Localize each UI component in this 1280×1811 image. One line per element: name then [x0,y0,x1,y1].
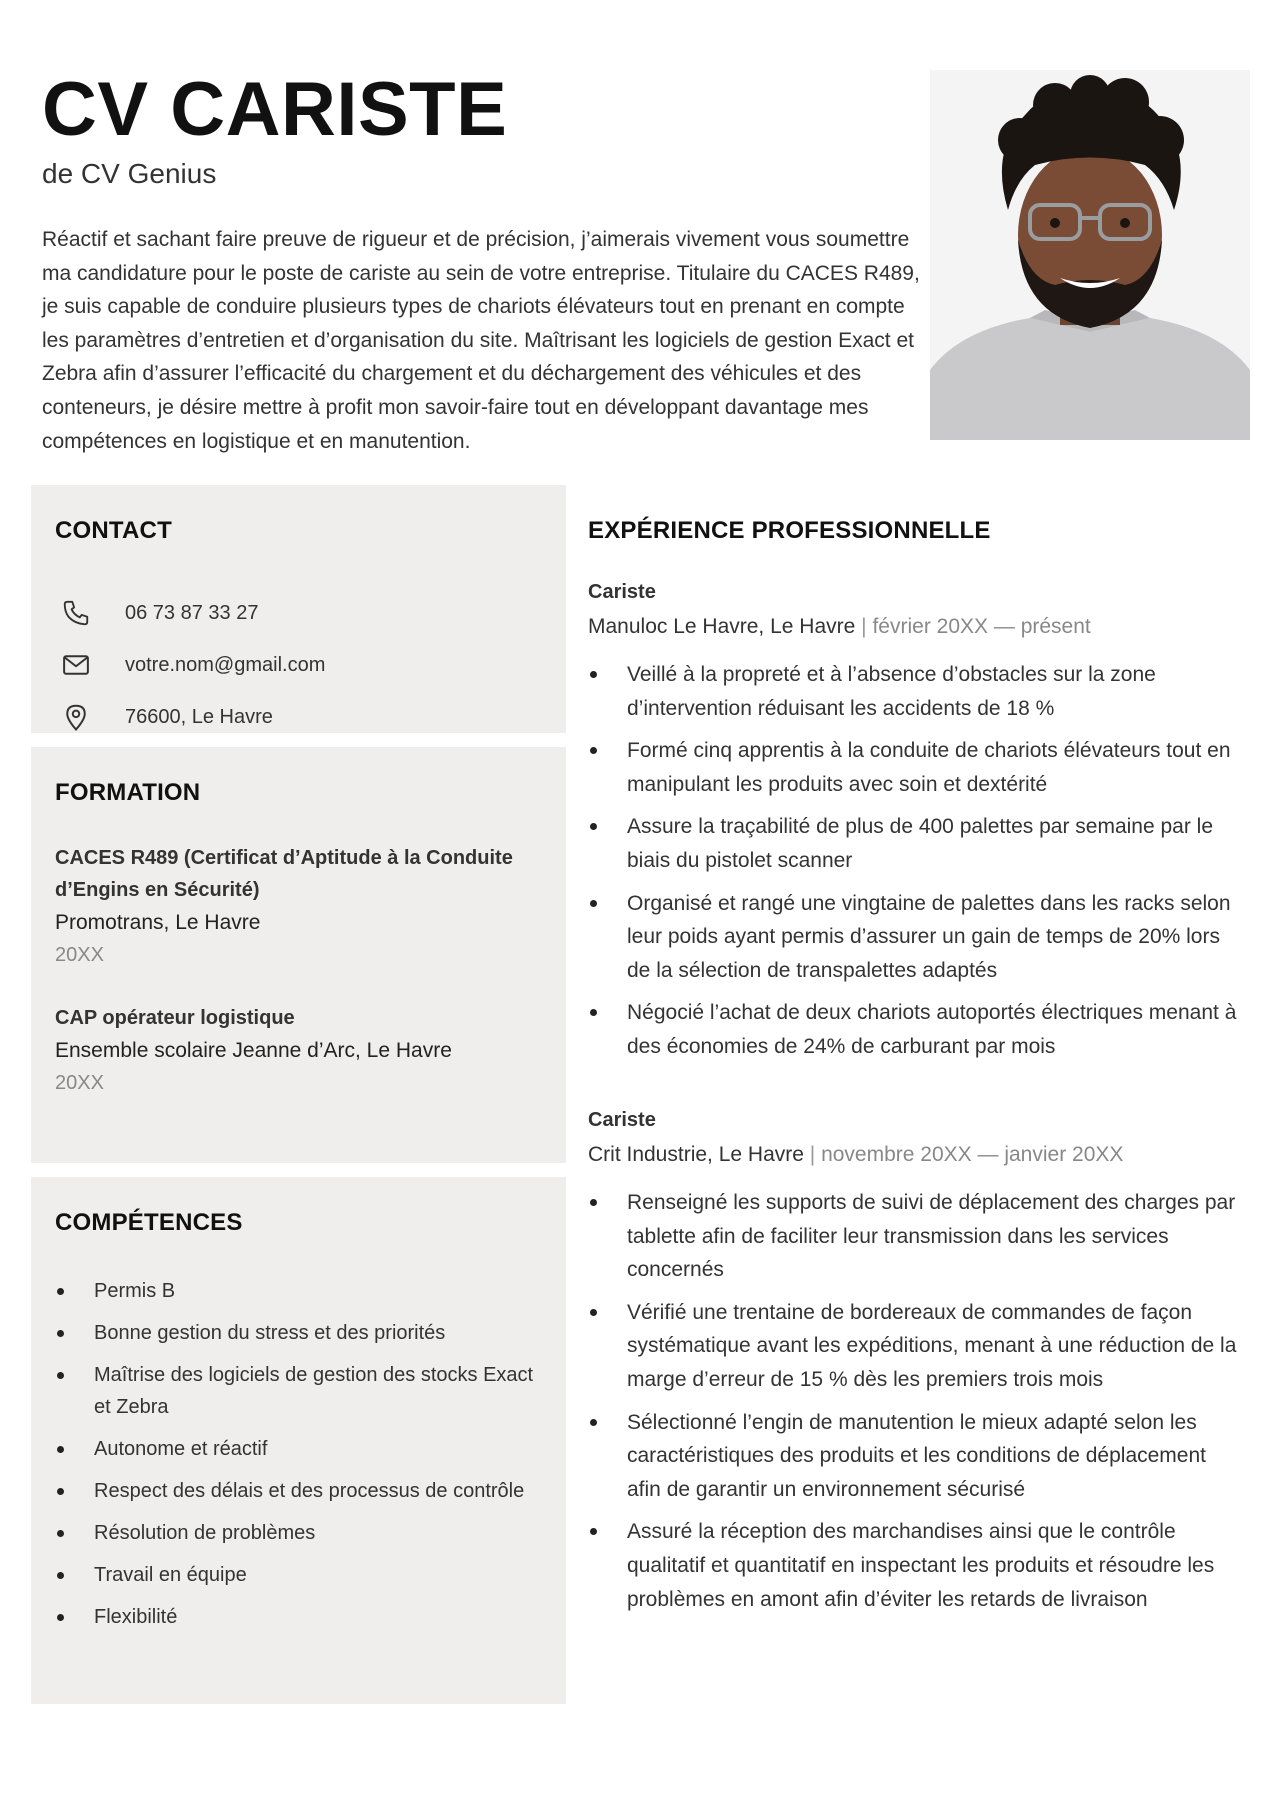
formation-item [55,1002,545,1099]
job-dates: novembre 20XX — janvier 20XX [821,1143,1124,1166]
skill-item: Travail en équipe [55,1559,545,1591]
job-bullet: Formé cinq apprentis à la conduite de chariots élévateurs tout en manipulant les produits avec soin et dextérité [588,734,1238,801]
profile-summary: Réactif et sachant faire preuve de rigueur et de précision, j’aimerais vivement vous soumettre ma candidature pour le poste de cariste au sein de votre entreprise. Titulaire du CACES R489, je suis capable de conduire plusieurs types de chariots élévateurs tout en prenant en compte les paramètres d’entretien et d’organisation du site. Maîtrisant les logiciels de gestion Exact et Zebra afin d’assurer l’efficacité du chargement et du déchargement des véhicules et des conteneurs, je désire mettre à profit mon savoir-faire tout en développant davantage mes compétences en logistique et en manutention. [42,228,920,453]
job-company: Manuloc Le Havre, Le Havre [588,615,856,638]
location-pin-icon [59,700,93,734]
job-meta [588,610,1238,644]
skill-item: Maîtrise des logiciels de gestion des stocks Exact et Zebra [55,1359,545,1423]
job-bullets [588,1186,1238,1616]
profile-photo [930,70,1250,440]
job-meta [588,1138,1238,1172]
contact-list [59,587,325,743]
job-entry [588,1104,1238,1625]
job-bullet: Veillé à la propreté et à l’absence d’obstacles sur la zone d’intervention réduisant les accidents de 18 % [588,658,1238,725]
contact-heading: CONTACT [55,517,172,544]
job-company: Crit Industrie, Le Havre [588,1143,804,1166]
job-bullet: Vérifié une trentaine de bordereaux de commandes de façon systématique avant les expéditions, menant à une réduction de la marge d’erreur de 15 % dès les premiers trois mois [588,1296,1238,1397]
contact-email [59,639,325,691]
job-role: Cariste [588,1109,656,1131]
job-role: Cariste [588,581,656,603]
contact-phone [59,587,325,639]
formation-school: Ensemble scolaire Jeanne d’Arc, Le Havre [55,1039,452,1062]
formation-section [31,747,566,1163]
job-bullet: Organisé et rangé une vingtaine de palettes dans les racks selon leur poids ayant permis d’assurer un gain de temps de 20% lors de la sélection de transpalettes adaptés [588,887,1238,988]
job-bullets [588,658,1238,1064]
formation-year: 20XX [55,1072,104,1094]
contact-address [59,691,325,743]
skill-item: Respect des délais et des processus de contrôle [55,1475,545,1507]
cv-title: CV CARISTE [42,67,508,152]
cv-subtitle: de CV Genius [42,158,217,189]
job-bullet: Renseigné les supports de suivi de déplacement des charges par tablette afin de faciliter leur transmission dans les services concernés [588,1186,1238,1287]
job-entry [588,576,1238,1073]
formation-school: Promotrans, Le Havre [55,911,261,934]
formation-degree: CACES R489 (Certificat d’Aptitude à la Conduite d’Engins en Sécurité) [55,847,513,901]
job-dates: février 20XX — présent [872,615,1091,638]
phone-icon [59,596,93,630]
job-separator: | [861,615,867,638]
skill-item: Flexibilité [55,1601,545,1633]
formation-year: 20XX [55,944,104,966]
job-bullet: Assuré la réception des marchandises ainsi que le contrôle qualitatif et quantitatif en inspectant les produits et résoudre les problèmes en amont afin d’éviter les retards de livraison [588,1515,1238,1616]
formation-heading: FORMATION [55,779,201,806]
experience-heading: EXPÉRIENCE PROFESSIONNELLE [588,517,991,544]
job-bullet: Négocié l’achat de deux chariots autoportés électriques menant à des économies de 24% de carburant par mois [588,996,1238,1063]
formation-item [55,842,545,971]
contact-address-text: 76600, Le Havre [125,705,273,728]
skill-item: Autonome et réactif [55,1433,545,1465]
skills-list [55,1275,545,1643]
skill-item: Résolution de problèmes [55,1517,545,1549]
skills-section [31,1177,566,1704]
contact-phone-text: 06 73 87 33 27 [125,601,259,624]
job-separator: | [809,1143,816,1166]
skill-item: Permis B [55,1275,545,1307]
skills-heading: COMPÉTENCES [55,1209,243,1236]
mail-icon [59,648,93,682]
contact-email-text: votre.nom@gmail.com [125,653,326,676]
job-bullet: Assure la traçabilité de plus de 400 palettes par semaine par le biais du pistolet scanner [588,810,1238,877]
formation-degree: CAP opérateur logistique [55,1007,295,1029]
job-bullet: Sélectionné l’engin de manutention le mieux adapté selon les caractéristiques des produits et les conditions de déplacement afin de garantir un environnement sécurisé [588,1406,1238,1507]
contact-section [31,485,566,733]
profile-photo-illustration [930,70,1250,440]
skill-item: Bonne gestion du stress et des priorités [55,1317,545,1349]
